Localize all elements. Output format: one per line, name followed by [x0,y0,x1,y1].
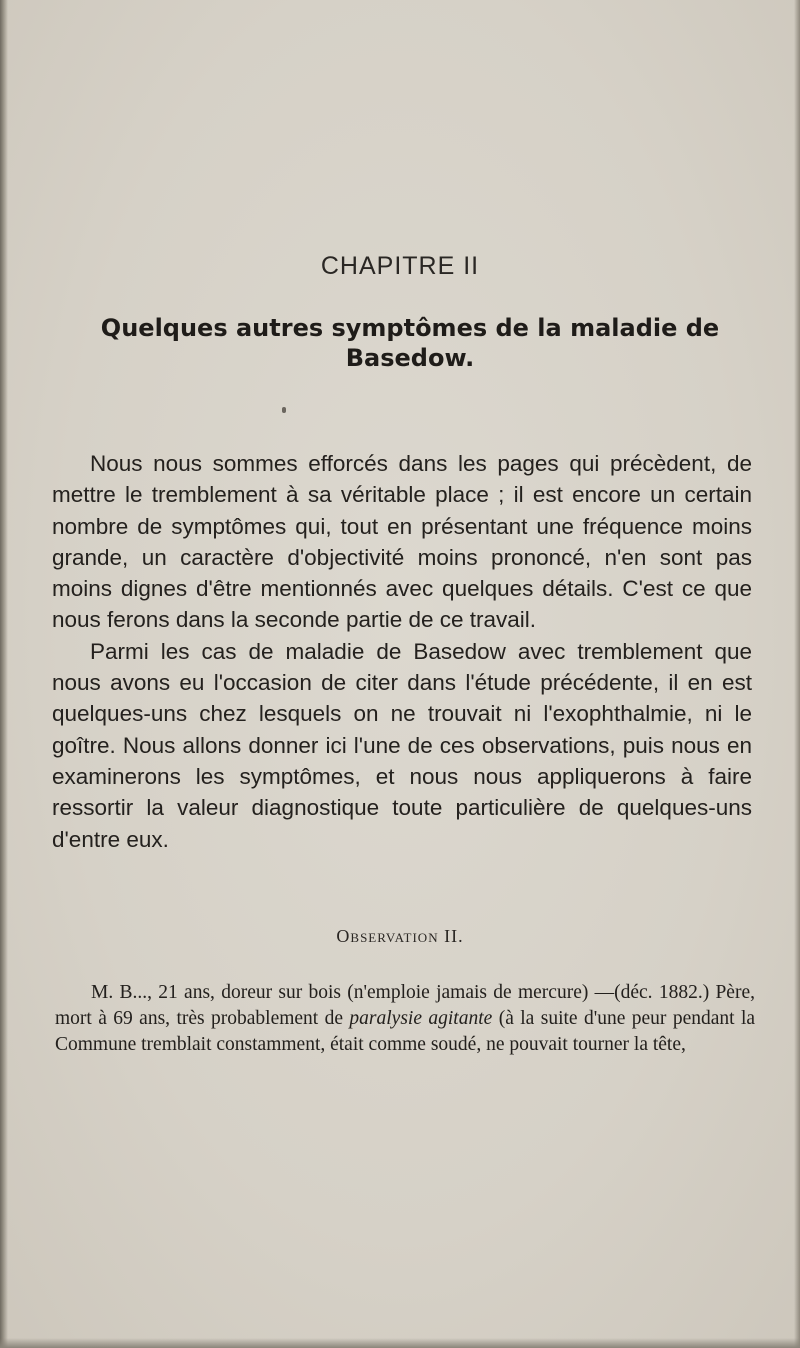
observation-text-end: (à la suite d'une peur pendant la Commune tremblait constamment, était comme soudé, ne pouvait tourner la tête, [55,1008,756,1055]
page-left-edge [0,0,8,1348]
observation-heading: Observation II. [336,926,464,946]
observation-text-start: M. B..., 21 ans, doreur sur bois (n'emploie jamais de mercure) —(déc. 1882.) Père, mort à 69 ans, très probablement de [55,982,755,1029]
paragraph: Nous nous sommes efforcés dans les pages qui précèdent, de mettre le tremblement à sa véritable place ; il est encore un certain nombre de symptômes qui, tout en présentant une fréquence moins grande, un caractère d'objectivité moins prononcé, n'en sont pas moins dignes d'être mentionnés avec quelques détails. C'est ce que nous ferons dans la seconde partie de ce travail. [52,451,752,633]
chapter-heading: CHAPITRE II [320,252,480,280]
paragraph: Parmi les cas de maladie de Basedow avec tremblement que nous avons eu l'occasion de citer dans l'étude précédente, il en est quelques-uns chez lesquels on ne trouvait ni l'exophthalmie, ni le goître. Nous allons donner ici l'une de ces observations, puis nous en examinerons les symptômes, et nous nous appliquerons à faire ressortir la valeur diagnostique toute particulière de quelques-uns d'entre eux. [52,638,752,852]
ink-speck [282,407,286,413]
observation-text [55,980,755,1058]
observation-paragraph [55,980,755,1058]
page-right-edge [794,0,800,1348]
page-bottom-edge [0,1338,800,1348]
observation-italic-term: paralysie agitante [349,1008,493,1029]
chapter-title: Quelques autres symptômes de la maladie de Basedow. [100,314,720,372]
body-text [52,448,752,855]
